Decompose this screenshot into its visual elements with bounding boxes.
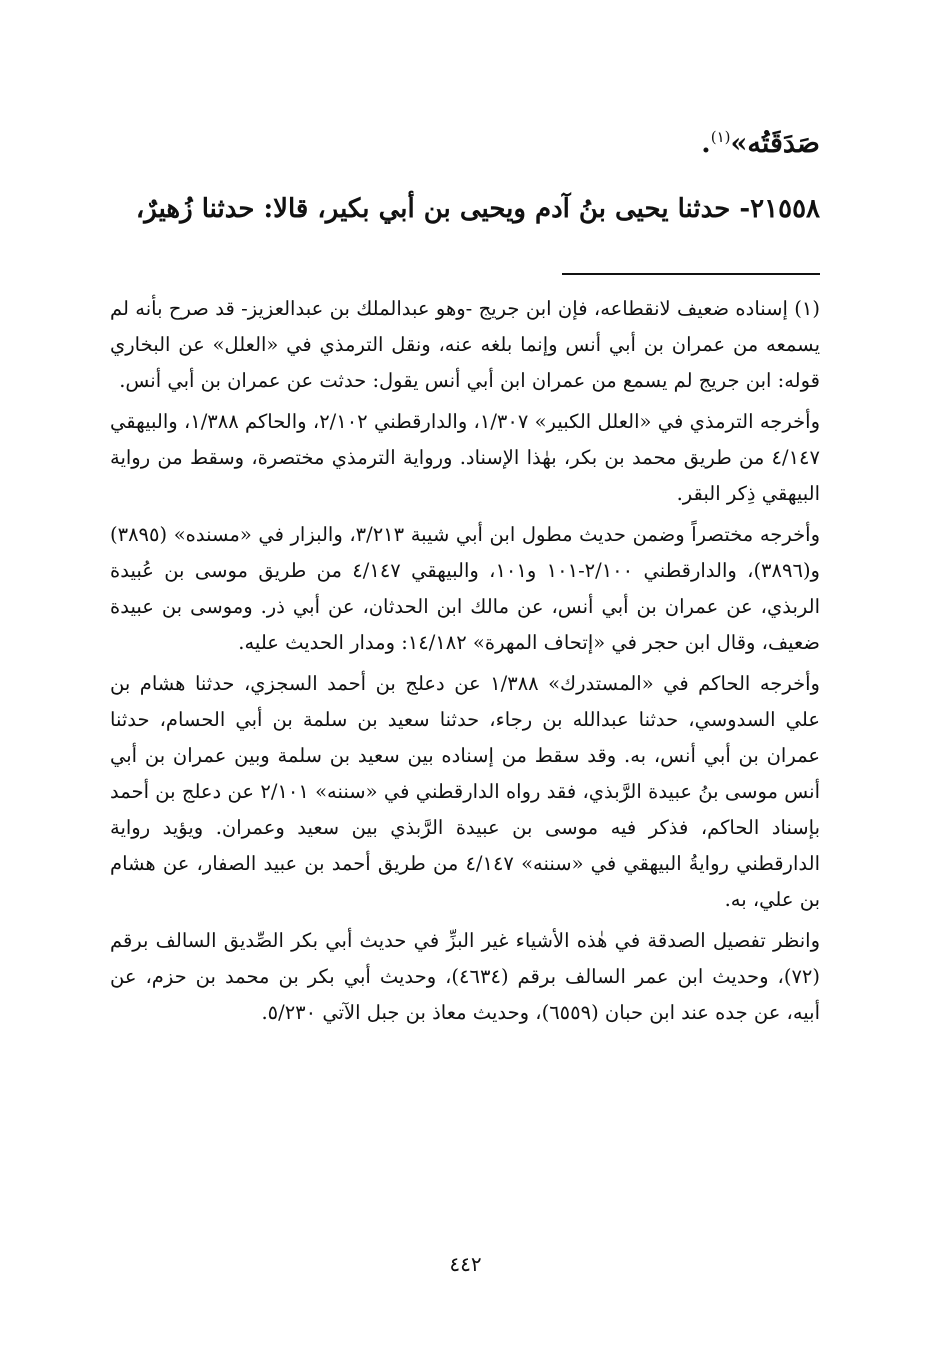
footnote-marker: (١) [710,128,731,146]
continued-word: صَدَقَتُه» [730,128,820,159]
sentence-end: . [701,128,711,159]
footnote-paragraph: (١) إسناده ضعيف لانقطاعه، فإن ابن جريج -وهو عبدالملك بن عبدالعزيز- قد صرح بأنه لم يسمعه من عمران بن أبي أنس وإنما بلغه عنه، ونقل الترمذي في «العلل» عن البخاري قوله: ابن جريج لم يسمع من عمران ابن أبي أنس يقول: حدثت عن عمران بن أبي أنس. [110,296,820,392]
page-number: ٤٤٢ [449,1252,482,1276]
hadith-text: ٢١٥٥٨- حدثنا يحيى بنُ آدم ويحيى بن أبي بكير، قالا: حدثنا زُهيرٌ، [135,194,820,225]
footnote-separator [562,273,820,275]
footnote-paragraph: وأخرجه الحاكم في «المستدرك» ١/٣٨٨ عن دعلج بن أحمد السجزي، حدثنا هشام بن علي السدوسي، حدثنا عبدالله بن رجاء، حدثنا سعيد بن سلمة بن أبي الحسام، حدثنا عمران بن أبي أنس، به. وقد سقط من إسناده بين سعيد بن سلمة وبين عمران بن أبي أنس موسى بنُ عبيدة الرَّبذي، فقد رواه الدارقطني في «سننه» ٢/١٠١ عن دعلج بن أحمد بإسناد الحاكم، فذكر فيه موسى بن عبيدة الرَّبذي بين سعيد وعمران. ويؤيد رواية الدارقطني روايةُ البيهقي في «سننه» ٤/١٤٧ من طريق أحمد بن عبيد الصفار، عن هشام بن علي، به. [110,671,820,911]
footnotes-section [110,291,820,1031]
continued-text-line [110,122,820,165]
footnote-paragraph: وانظر تفصيل الصدقة في هٰذه الأشياء غير البزِّ في حديث أبي بكر الصِّديق السالف برقم (٧٢)، وحديث ابن عمر السالف برقم (٤٦٣٤)، وحديث أبي بكر بن محمد بن حزم، عن أبيه، عن جده عند ابن حبان (٦٥٥٩)، وحديث معاذ بن جبل الآتي ٥/٢٣٠. [110,928,820,1024]
footnote-paragraph: وأخرجه مختصراً وضمن حديث مطول ابن أبي شيبة ٣/٢١٣، والبزار في «مسنده» (٣٨٩٥) و(٣٨٩٦)، والدارقطني ٢/١٠٠-١٠١ و١٠١، والبيهقي ٤/١٤٧ من طريق موسى بن عُبيدة الربذي، عن عمران بن أبي أنس، عن مالك ابن الحدثان، عن أبي ذر. وموسى بن عبيدة ضعيف، وقال ابن حجر في «إتحاف المهرة» ١٤/١٨٢: ومدار الحديث عليه. [110,522,820,654]
page-body [110,110,820,1036]
footnote-paragraph: وأخرجه الترمذي في «العلل الكبير» ١/٣٠٧، والدارقطني ٢/١٠٢، والحاكم ١/٣٨٨، والبيهقي ٤/١٤٧ من طريق محمد بن بكر، بهٰذا الإسناد. ورواية الترمذي مختصرة، وسقط من رواية البيهقي ذِكر البقر. [110,409,820,505]
